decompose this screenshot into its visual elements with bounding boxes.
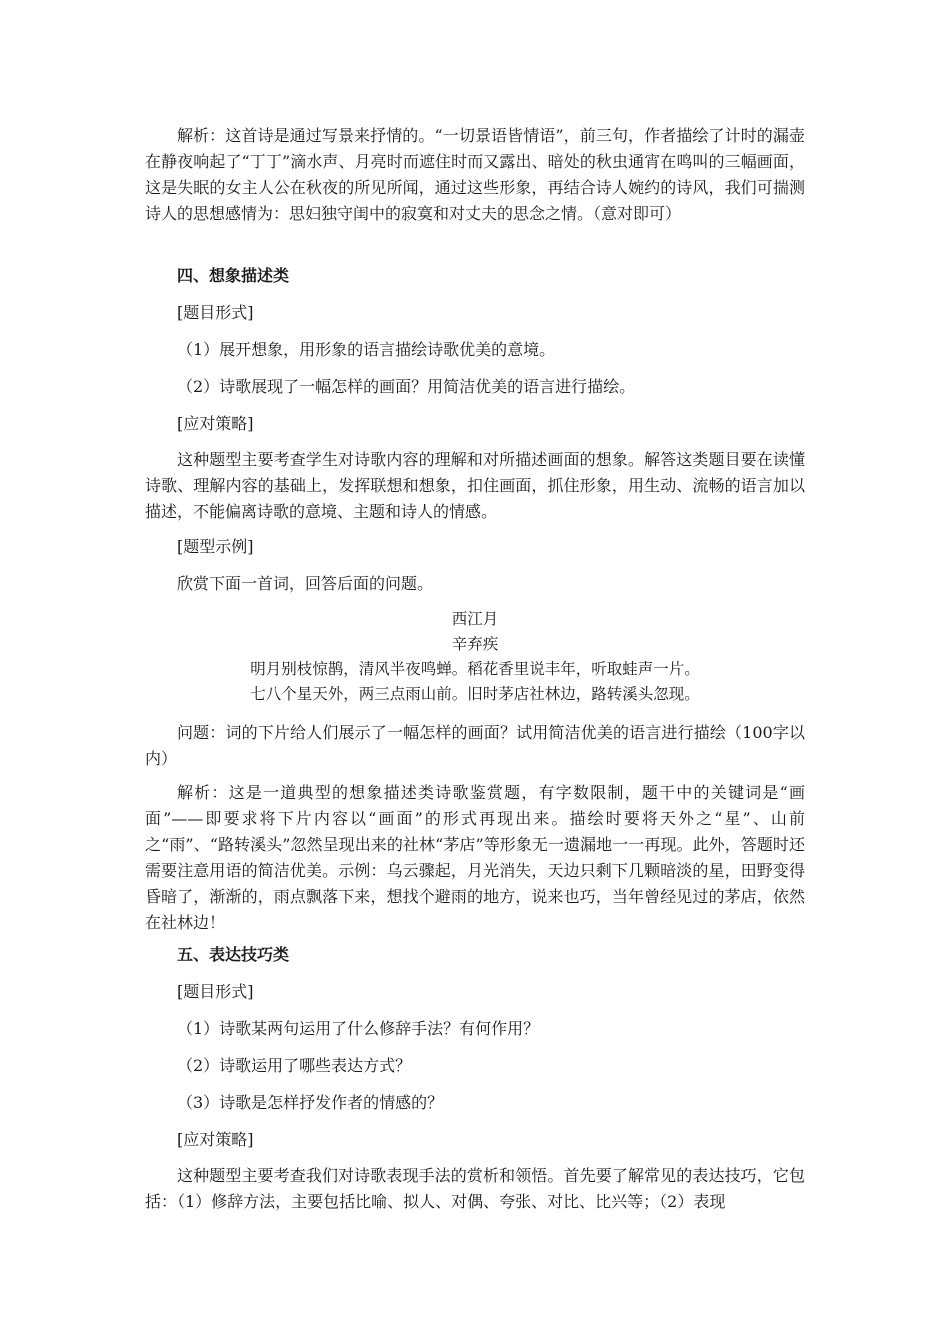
example-label: [题型示例] <box>177 537 254 556</box>
poem-line-1: 明月别枝惊鹊，清风半夜鸣蝉。稻花香里说丰年，听取蛙声一片。 <box>250 660 700 678</box>
analysis-paragraph-1: 解析：这首诗是通过写景来抒情的。“一切景语皆情语”，前三句，作者描绘了计时的漏壶在静夜响起了“丁丁”滴水声、月亮时而遮住时而又露出、暗处的秋虫通宵在鸣叫的三幅画面，这是失眠的女主人公在秋夜的所见所闻，通过这些形象，再结合诗人婉约的诗风，我们可揣测诗人的思想感情为：思妇独守闺中的寂寞和对丈夫的思念之情。（意对即可） <box>145 126 805 223</box>
example-intro: 欣赏下面一首词，回答后面的问题。 <box>177 574 434 593</box>
poem-line-2: 七八个星天外，两三点雨山前。旧时茅店社林边，路转溪头忽现。 <box>250 685 700 703</box>
question-paragraph: 问题：词的下片给人们展示了一幅怎样的画面？试用简洁优美的语言进行描绘（100字以内） <box>145 723 805 768</box>
question-5-2: （2）诗歌运用了哪些表达方式？ <box>177 1056 412 1075</box>
form-label-1: [题目形式] <box>177 303 254 322</box>
poem-title: 西江月 <box>451 610 499 628</box>
poem-author: 辛弃疾 <box>451 635 499 653</box>
form-label-2: [题目形式] <box>177 982 254 1001</box>
strategy-label-1: [应对策略] <box>177 414 254 433</box>
strategy-label-2: [应对策略] <box>177 1130 254 1149</box>
strategy-paragraph-5: 这种题型主要考查我们对诗歌表现手法的赏析和领悟。首先要了解常见的表达技巧，它包括：（1）修辞方法，主要包括比喻、拟人、对偶、夸张、对比、比兴等；（2）表现 <box>145 1166 805 1211</box>
strategy-paragraph-4: 这种题型主要考查学生对诗歌内容的理解和对所描述画面的想象。解答这类题目要在读懂诗歌、理解内容的基础上，发挥联想和想象，扣住画面，抓住形象，用生动、流畅的语言加以描述，不能偏离诗歌的意境、主题和诗人的情感。 <box>145 450 805 521</box>
section-heading-5: 五、表达技巧类 <box>177 945 290 964</box>
question-4-1: （1）展开想象，用形象的语言描绘诗歌优美的意境。 <box>177 340 556 359</box>
question-5-1: （1）诗歌某两句运用了什么修辞手法？有何作用？ <box>177 1019 540 1038</box>
question-5-3: （3）诗歌是怎样抒发作者的情感的？ <box>177 1093 444 1112</box>
question-4-2: （2）诗歌展现了一幅怎样的画面？用简洁优美的语言进行描绘。 <box>177 377 636 396</box>
section-heading-4: 四、想象描述类 <box>177 266 290 285</box>
analysis-paragraph-2: 解析：这是一道典型的想象描述类诗歌鉴赏题，有字数限制，题干中的关键词是“画面”——即要求将下片内容以“画面”的形式再现出来。描绘时要将天外之“星”、山前之“雨”、“路转溪头”忽然呈现出来的社林“茅店”等形象无一遗漏地一一再现。此外，答题时还需要注意用语的简洁优美。示例：乌云骤起，月光消失，天边只剩下几颗暗淡的星，田野变得昏暗了，渐渐的，雨点飘落下来，想找个避雨的地方，说来也巧，当年曾经见过的茅店，依然在社林边！ <box>145 783 805 932</box>
